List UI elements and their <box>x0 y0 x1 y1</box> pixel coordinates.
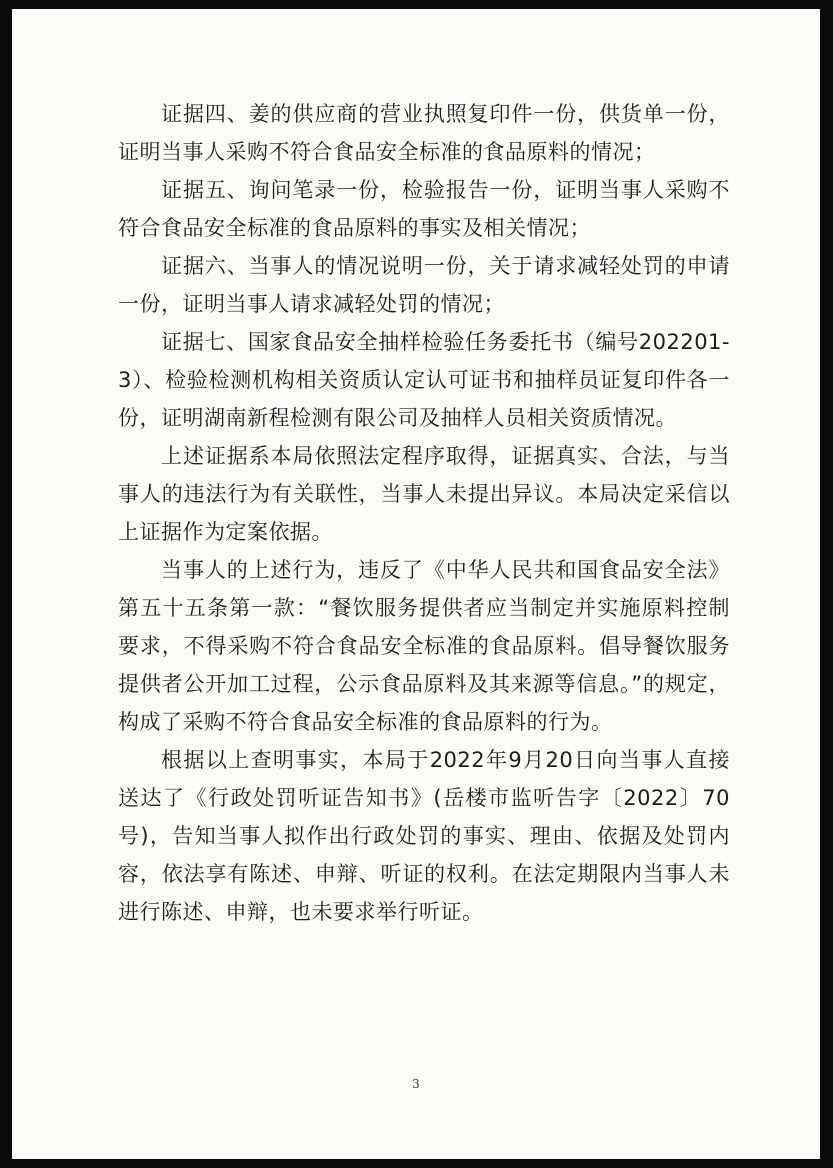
page-number: 3 <box>412 1077 420 1091</box>
paragraph-hearing-notice: 根据以上查明事实，本局于2022年9月20日向当事人直接送达了《行政处罚听证告知书》(岳楼市监听告字〔2022〕70号)，告知当事人拟作出行政处罚的事实、理由、依据及处罚内容，依法享有陈述、申辩、听证的权利。在法定期限内当事人未进行陈述、申辩，也未要求举行听证。 <box>118 748 730 924</box>
paragraph-evidence-7: 证据七、国家食品安全抽样检验任务委托书（编号202201-3）、检验检测机构相关资质认定认可证书和抽样员证复印件各一份，证明湖南新程检测有限公司及抽样人员相关资质情况。 <box>118 330 730 430</box>
paragraph-evidence-5: 证据五、询问笔录一份，检验报告一份，证明当事人采购不符合食品安全标准的食品原料的事实及相关情况； <box>118 178 730 240</box>
paragraph-violation: 当事人的上述行为，违反了《中华人民共和国食品安全法》第五十五条第一款：“餐饮服务提供者应当制定并实施原料控制要求，不得采购不符合食品安全标准的食品原料。倡导餐饮服务提供者公开加工过程，公示食品原料及其来源等信息。”的规定，构成了采购不符合食品安全标准的食品原料的行为。 <box>118 558 730 734</box>
document-body <box>118 95 730 931</box>
document-page <box>12 9 820 1159</box>
paragraph-evidence-6: 证据六、当事人的情况说明一份，关于请求减轻处罚的申请一份，证明当事人请求减轻处罚的情况； <box>118 254 730 316</box>
paragraph-evidence-4: 证据四、姜的供应商的营业执照复印件一份，供货单一份，证明当事人采购不符合食品安全标准的食品原料的情况； <box>118 102 730 164</box>
paragraph-evidence-summary: 上述证据系本局依照法定程序取得，证据真实、合法，与当事人的违法行为有关联性，当事人未提出异议。本局决定采信以上证据作为定案依据。 <box>118 444 730 544</box>
